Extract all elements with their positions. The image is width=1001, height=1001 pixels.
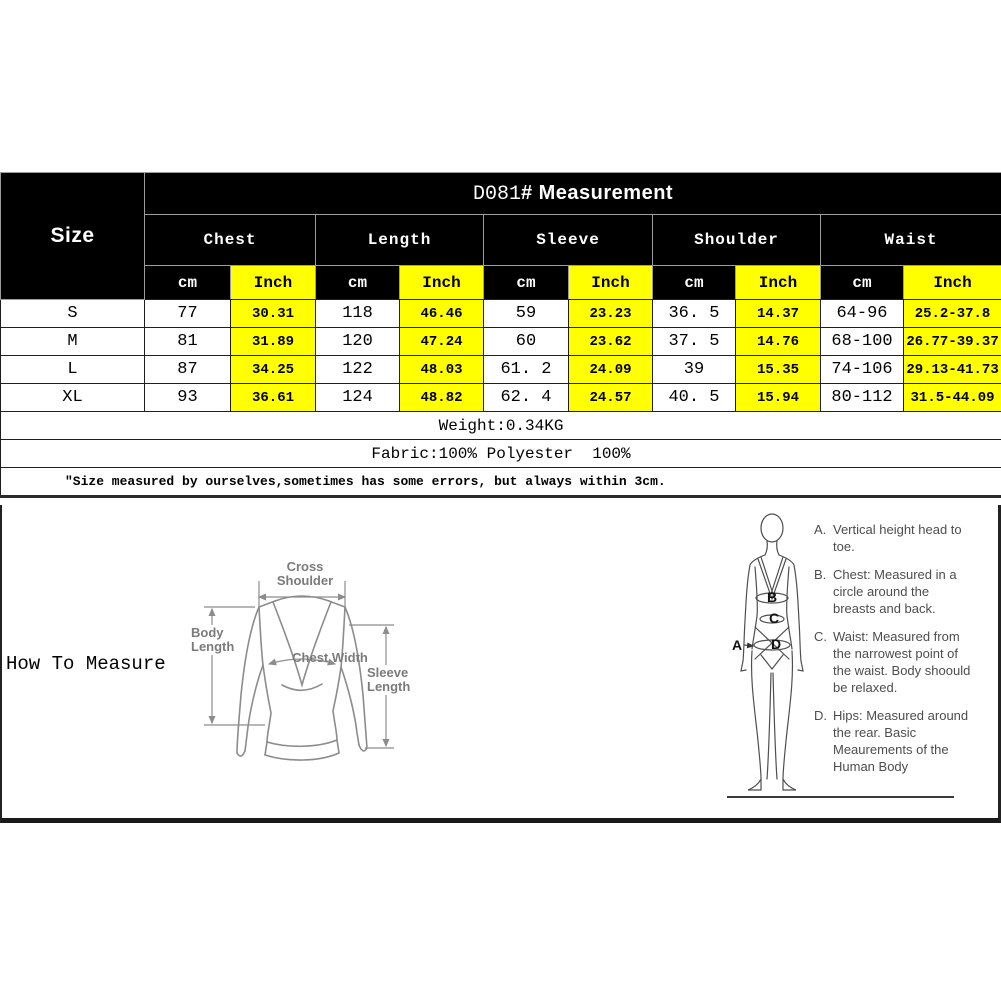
group-header-waist: Waist [821, 215, 1001, 266]
unit-inch-header: Inch [231, 266, 316, 300]
unit-inch-header: Inch [400, 266, 484, 300]
group-header-length: Length [316, 215, 484, 266]
how-to-measure-section [0, 505, 1001, 823]
table-row-m [1, 328, 1001, 356]
cm-value-cell: 40. 5 [653, 384, 736, 412]
measurement-table [0, 172, 1001, 498]
inch-value-cell: 31.89 [231, 328, 316, 356]
cm-value-cell: 62. 4 [484, 384, 569, 412]
weight-row: Weight:0.34KG [1, 412, 1001, 440]
inch-value-cell: 34.25 [231, 356, 316, 384]
note-d-label: D. [814, 708, 827, 723]
inch-value-cell: 31.5-44.09 [904, 384, 1001, 412]
unit-inch-header: Inch [736, 266, 821, 300]
note-b-label: B. [814, 567, 827, 582]
cm-value-cell: 80-112 [821, 384, 904, 412]
note-a [814, 521, 974, 555]
inch-value-cell: 15.94 [736, 384, 821, 412]
cm-value-cell: 60 [484, 328, 569, 356]
chest-width-label: Chest Width [292, 650, 368, 665]
unit-cm-header: cm [316, 266, 400, 300]
inch-value-cell: 23.62 [569, 328, 653, 356]
unit-cm-header: cm [653, 266, 736, 300]
cm-value-cell: 37. 5 [653, 328, 736, 356]
cm-value-cell: 59 [484, 300, 569, 328]
measure-notes [814, 521, 974, 786]
inch-value-cell: 29.13-41.73 [904, 356, 1001, 384]
unit-inch-header: Inch [904, 266, 1001, 300]
group-header-shoulder: Shoulder [653, 215, 821, 266]
cm-value-cell: 124 [316, 384, 400, 412]
inch-value-cell: 24.57 [569, 384, 653, 412]
note-c-label: C. [814, 629, 827, 644]
inch-value-cell: 46.46 [400, 300, 484, 328]
cm-value-cell: 120 [316, 328, 400, 356]
unit-cm-header: cm [484, 266, 569, 300]
body-length-label: Body Length [191, 625, 243, 655]
cm-value-cell: 77 [145, 300, 231, 328]
note-d-text: Hips: Measured around the rear. Basic Meaurements of the Human Body [833, 708, 969, 774]
cm-value-cell: 39 [653, 356, 736, 384]
cm-value-cell: 74-106 [821, 356, 904, 384]
note-c [814, 628, 974, 696]
inch-value-cell: 24.09 [569, 356, 653, 384]
note-b [814, 566, 974, 617]
size-cell: M [1, 328, 145, 356]
note-a-label: A. [814, 522, 827, 537]
table-row-xl [1, 384, 1001, 412]
inch-value-cell: 25.2-37.8 [904, 300, 1001, 328]
size-note-row: ″Size measured by ourselves,sometimes has some errors, but always within 3cm. [1, 468, 1001, 497]
cm-value-cell: 93 [145, 384, 231, 412]
figure-label-d: D [771, 636, 782, 652]
cm-value-cell: 68-100 [821, 328, 904, 356]
cm-value-cell: 118 [316, 300, 400, 328]
size-cell: S [1, 300, 145, 328]
unit-cm-header: cm [821, 266, 904, 300]
inch-value-cell: 23.23 [569, 300, 653, 328]
table-title [145, 173, 1001, 215]
body-figure-diagram [725, 511, 820, 801]
unit-cm-header: cm [145, 266, 231, 300]
group-header-chest: Chest [145, 215, 316, 266]
cm-value-cell: 122 [316, 356, 400, 384]
note-d [814, 707, 974, 775]
title-code: D081 [472, 182, 521, 206]
table-row-s [1, 300, 1001, 328]
inch-value-cell: 15.35 [736, 356, 821, 384]
group-header-sleeve: Sleeve [484, 215, 653, 266]
inch-value-cell: 14.37 [736, 300, 821, 328]
inch-value-cell: 48.82 [400, 384, 484, 412]
size-cell: L [1, 356, 145, 384]
note-a-text: Vertical height head to toe. [833, 522, 962, 554]
inch-value-cell: 14.76 [736, 328, 821, 356]
divider-line [727, 796, 954, 798]
size-column-header: Size [1, 173, 145, 300]
sleeve-length-label: Sleeve Length [367, 665, 421, 695]
cross-shoulder-label: Cross Shoulder [276, 559, 334, 588]
cm-value-cell: 61. 2 [484, 356, 569, 384]
cm-value-cell: 64-96 [821, 300, 904, 328]
inch-value-cell: 47.24 [400, 328, 484, 356]
cm-value-cell: 87 [145, 356, 231, 384]
cm-value-cell: 36. 5 [653, 300, 736, 328]
how-to-measure-heading: How To Measure [6, 653, 166, 675]
size-cell: XL [1, 384, 145, 412]
inch-value-cell: 30.31 [231, 300, 316, 328]
inch-value-cell: 26.77-39.37 [904, 328, 1001, 356]
cm-value-cell: 81 [145, 328, 231, 356]
inch-value-cell: 48.03 [400, 356, 484, 384]
figure-label-c: C [769, 610, 780, 626]
note-c-text: Waist: Measured from the narrowest point of the waist. Body shoould be relaxed. [833, 629, 971, 695]
title-text: # Measurement [520, 181, 674, 204]
figure-label-a: A [732, 637, 743, 653]
unit-inch-header: Inch [569, 266, 653, 300]
inch-value-cell: 36.61 [231, 384, 316, 412]
figure-label-b: B [767, 589, 778, 605]
note-b-text: Chest: Measured in a circle around the breasts and back. [833, 567, 957, 616]
fabric-row: Fabric:100% Polyester 100% [1, 440, 1001, 468]
table-row-l [1, 356, 1001, 384]
